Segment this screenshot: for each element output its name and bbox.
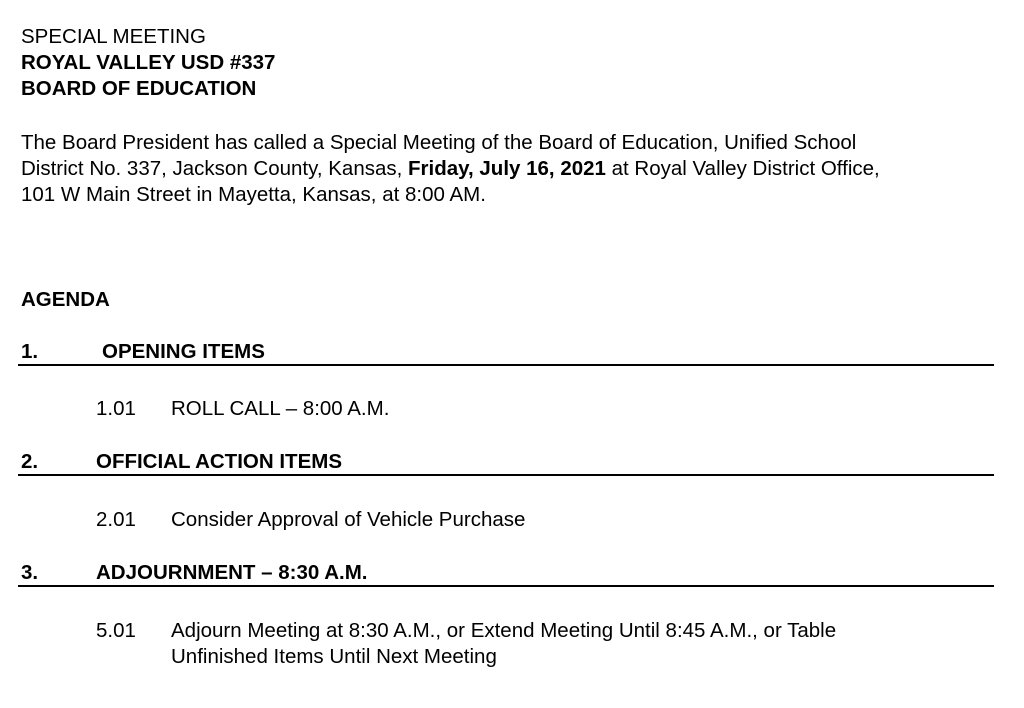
agenda-title: AGENDA	[21, 288, 110, 311]
section-divider	[18, 585, 994, 587]
intro-line-1: The Board President has called a Special Meeting of the Board of Education, Unified School	[21, 131, 857, 154]
item-number: 2.01	[96, 508, 136, 531]
item-text: ROLL CALL – 8:00 A.M.	[171, 397, 390, 420]
item-number: 1.01	[96, 397, 136, 420]
section-number: 2.	[21, 450, 39, 473]
item-text: Consider Approval of Vehicle Purchase	[171, 508, 526, 531]
intro-line-2-start: District No. 337, Jackson County, Kansas,	[21, 157, 409, 180]
item-number: 5.01	[96, 619, 136, 642]
district-name: ROYAL VALLEY USD #337	[21, 51, 276, 74]
section-title: OFFICIAL ACTION ITEMS	[96, 450, 342, 473]
item-text-line-1: Adjourn Meeting at 8:30 A.M., or Extend Meeting Until 8:45 A.M., or Table	[171, 619, 837, 642]
intro-line-2	[21, 156, 880, 182]
section-title: ADJOURNMENT – 8:30 A.M.	[96, 561, 368, 584]
meeting-type: SPECIAL MEETING	[21, 25, 206, 48]
section-title: OPENING ITEMS	[102, 340, 265, 363]
board-name: BOARD OF EDUCATION	[21, 77, 257, 100]
intro-line-3: 101 W Main Street in Mayetta, Kansas, at 8:00 AM.	[21, 183, 486, 206]
intro-line-2-end: at Royal Valley District Office,	[605, 157, 880, 180]
section-divider	[18, 474, 994, 476]
meeting-date: Friday, July 16, 2021	[408, 157, 606, 180]
section-number: 3.	[21, 561, 39, 584]
section-number: 1.	[21, 340, 39, 363]
item-text-line-2: Unfinished Items Until Next Meeting	[171, 645, 497, 668]
section-divider	[18, 364, 994, 366]
